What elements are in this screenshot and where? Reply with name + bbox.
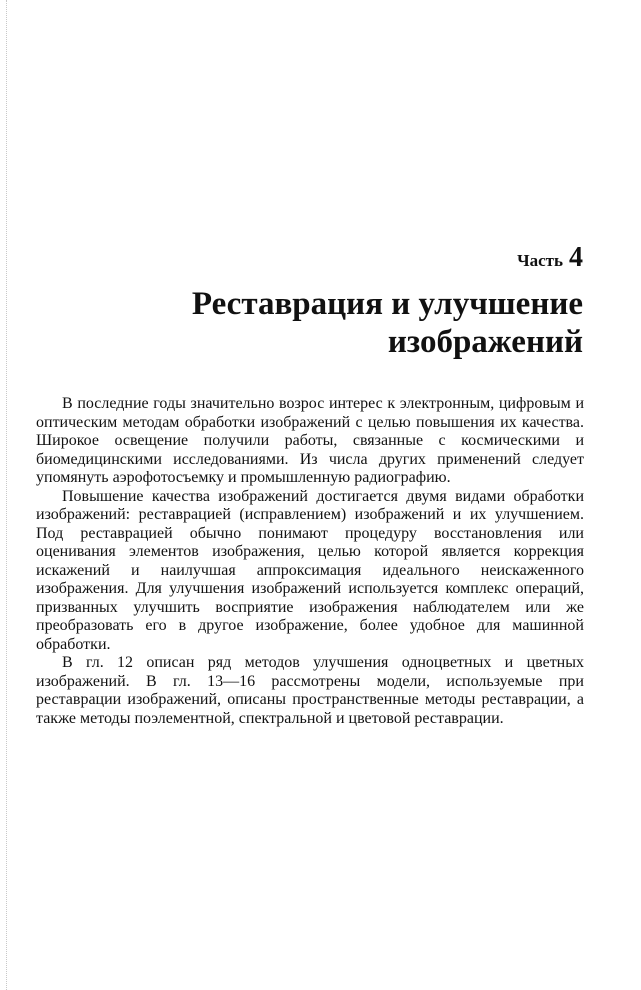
page-edge-divider [6, 0, 7, 990]
part-title [63, 285, 583, 361]
paragraph-2: Повышение качества изображений достигается двумя видами обработки изображений: реставрацией (исправлением) изображений и их улучшением. Под реставрацией обычно понимают процедуру восстановления или оценивания элементов изображения, целью которой является коррекция искажений и наилучшая аппроксимация идеального неискаженного изображения. Для улучшения изображений используется комплекс операций, призванных улучшить восприятие изображения наблюдателем или же преобразовать его в другое изображение, более удобное для машинной обработки. [36, 487, 584, 653]
paragraph-3: В гл. 12 описан ряд методов улучшения одноцветных и цветных изображений. В гл. 13—16 рассмотрены модели, используемые при реставрации изображений, описаны пространственные методы реставрации, а также методы поэлементной, спектральной и цветовой реставрации. [36, 654, 584, 727]
part-title-line-2: изображений [387, 324, 583, 360]
body-text [36, 395, 584, 728]
paragraph-1: В последние годы значительно возрос интерес к электронным, цифровым и оптическим методам обработки изображений с целью повышения их качества. Широкое освещение получили работы, связанные с космическими и биомедицинскими исследованиями. Из числа других применений следует упомянуть аэрофотосъемку и промышленную радиографию. [36, 395, 584, 486]
part-title-line-1: Реставрация и улучшение [191, 286, 583, 322]
part-word: Часть [517, 251, 563, 270]
part-label [517, 244, 583, 272]
part-number: 4 [569, 242, 583, 273]
